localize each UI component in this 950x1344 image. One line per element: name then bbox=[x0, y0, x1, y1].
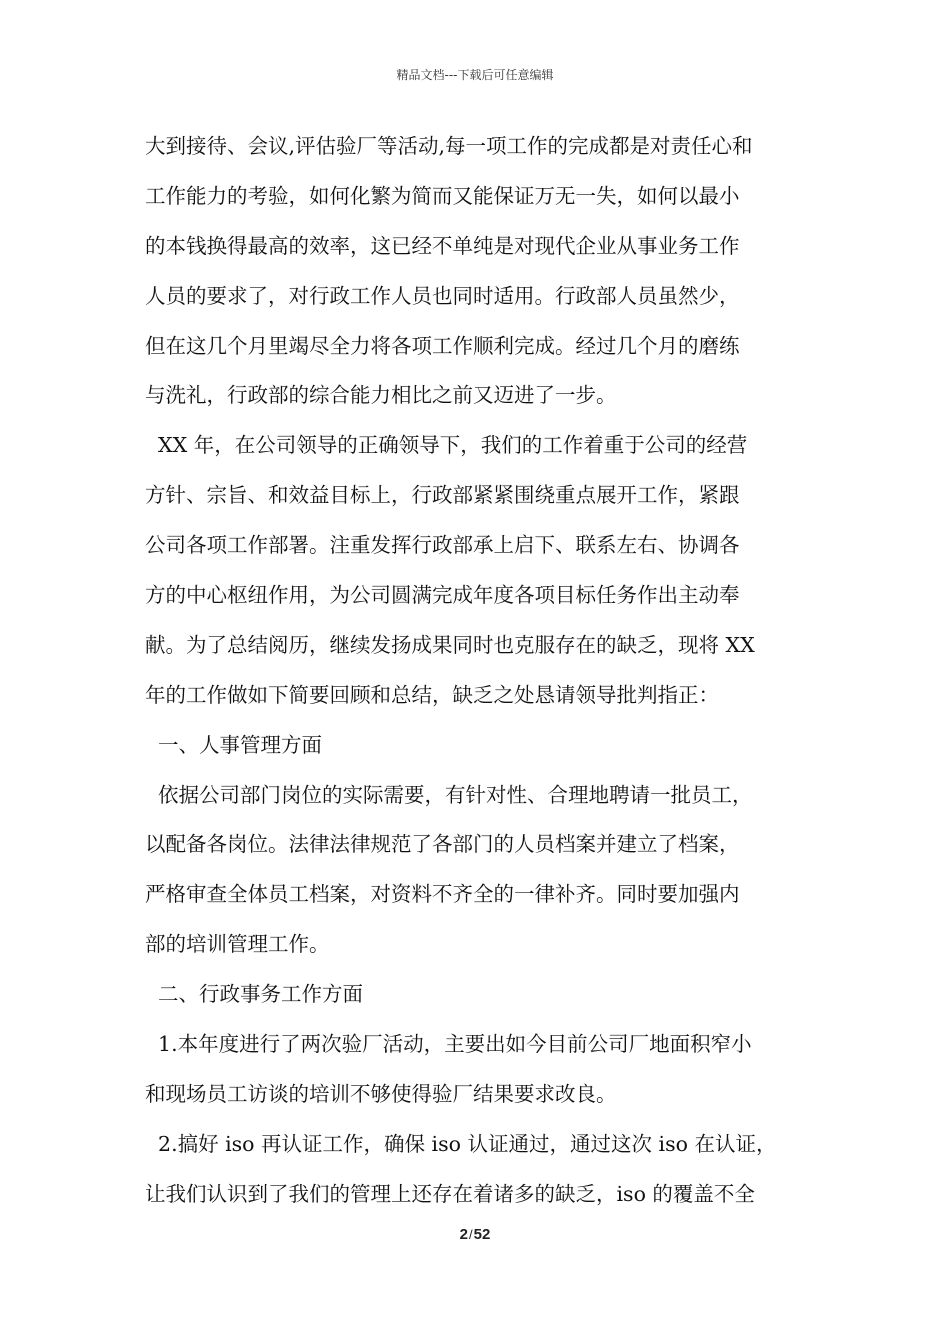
text-line: 1.本年度进行了两次验厂活动，主要出如今目前公司厂地面积窄小 bbox=[145, 1032, 752, 1057]
total-pages-number: 52 bbox=[473, 1226, 491, 1243]
current-page-number: 2 bbox=[459, 1226, 469, 1243]
text-line: 年的工作做如下简要回顾和总结，缺乏之处恳请领导批判指正： bbox=[145, 682, 719, 707]
text-line: 但在这几个月里竭尽全力将各项工作顺利完成。经过几个月的磨练 bbox=[145, 333, 740, 358]
document-body bbox=[145, 122, 817, 1220]
text-line: 与洗礼，行政部的综合能力相比之前又迈进了一步。 bbox=[145, 383, 617, 408]
page-number bbox=[0, 1226, 950, 1243]
page-separator: / bbox=[469, 1227, 473, 1242]
text-line: 和现场员工访谈的培训不够使得验厂结果要求改良。 bbox=[145, 1081, 617, 1106]
text-line: 工作能力的考验，如何化繁为简而又能保证万无一失，如何以最小 bbox=[145, 183, 740, 208]
text-line: 依据公司部门岗位的实际需要，有针对性、合理地聘请一批员工， bbox=[145, 782, 753, 807]
text-line: 以配备各岗位。法律法律规范了各部门的人员档案并建立了档案， bbox=[145, 832, 740, 857]
text-line: 方针、宗旨、和效益目标上，行政部紧紧围绕重点展开工作，紧跟 bbox=[145, 483, 740, 508]
section-heading: 一、人事管理方面 bbox=[145, 732, 323, 757]
text-line: 人员的要求了，对行政工作人员也同时适用。行政部人员虽然少， bbox=[145, 283, 740, 308]
text-line: 2.搞好 iso 再认证工作，确保 iso 认证通过，通过这次 iso 在认证， bbox=[145, 1131, 777, 1156]
text-line: 部的培训管理工作。 bbox=[145, 932, 330, 957]
text-line: 的本钱换得最高的效率，这已经不单纯是对现代企业从事业务工作 bbox=[145, 233, 740, 258]
text-line: 公司各项工作部署。注重发挥行政部承上启下、联系左右、协调各 bbox=[145, 533, 740, 558]
text-line: 大到接待、会议,评估验厂等活动,每一项工作的完成都是对责任心和 bbox=[145, 134, 753, 158]
text-line: 献。为了总结阅历，继续发扬成果同时也克服存在的缺乏，现将 XX bbox=[145, 632, 755, 657]
text-line: 方的中心枢纽作用，为公司圆满完成年度各项目标任务作出主动奉 bbox=[145, 583, 740, 608]
text-line: 严格审查全体员工档案，对资料不齐全的一律补齐。同时要加强内 bbox=[145, 882, 740, 907]
text-line: XX 年，在公司领导的正确领导下，我们的工作着重于公司的经营 bbox=[145, 433, 748, 458]
section-heading: 二、行政事务工作方面 bbox=[145, 982, 364, 1007]
page-header: 精品文档---下载后可任意编辑 bbox=[396, 68, 554, 82]
text-line: 让我们认识到了我们的管理上还存在着诸多的缺乏，iso 的覆盖不全 bbox=[145, 1181, 755, 1206]
